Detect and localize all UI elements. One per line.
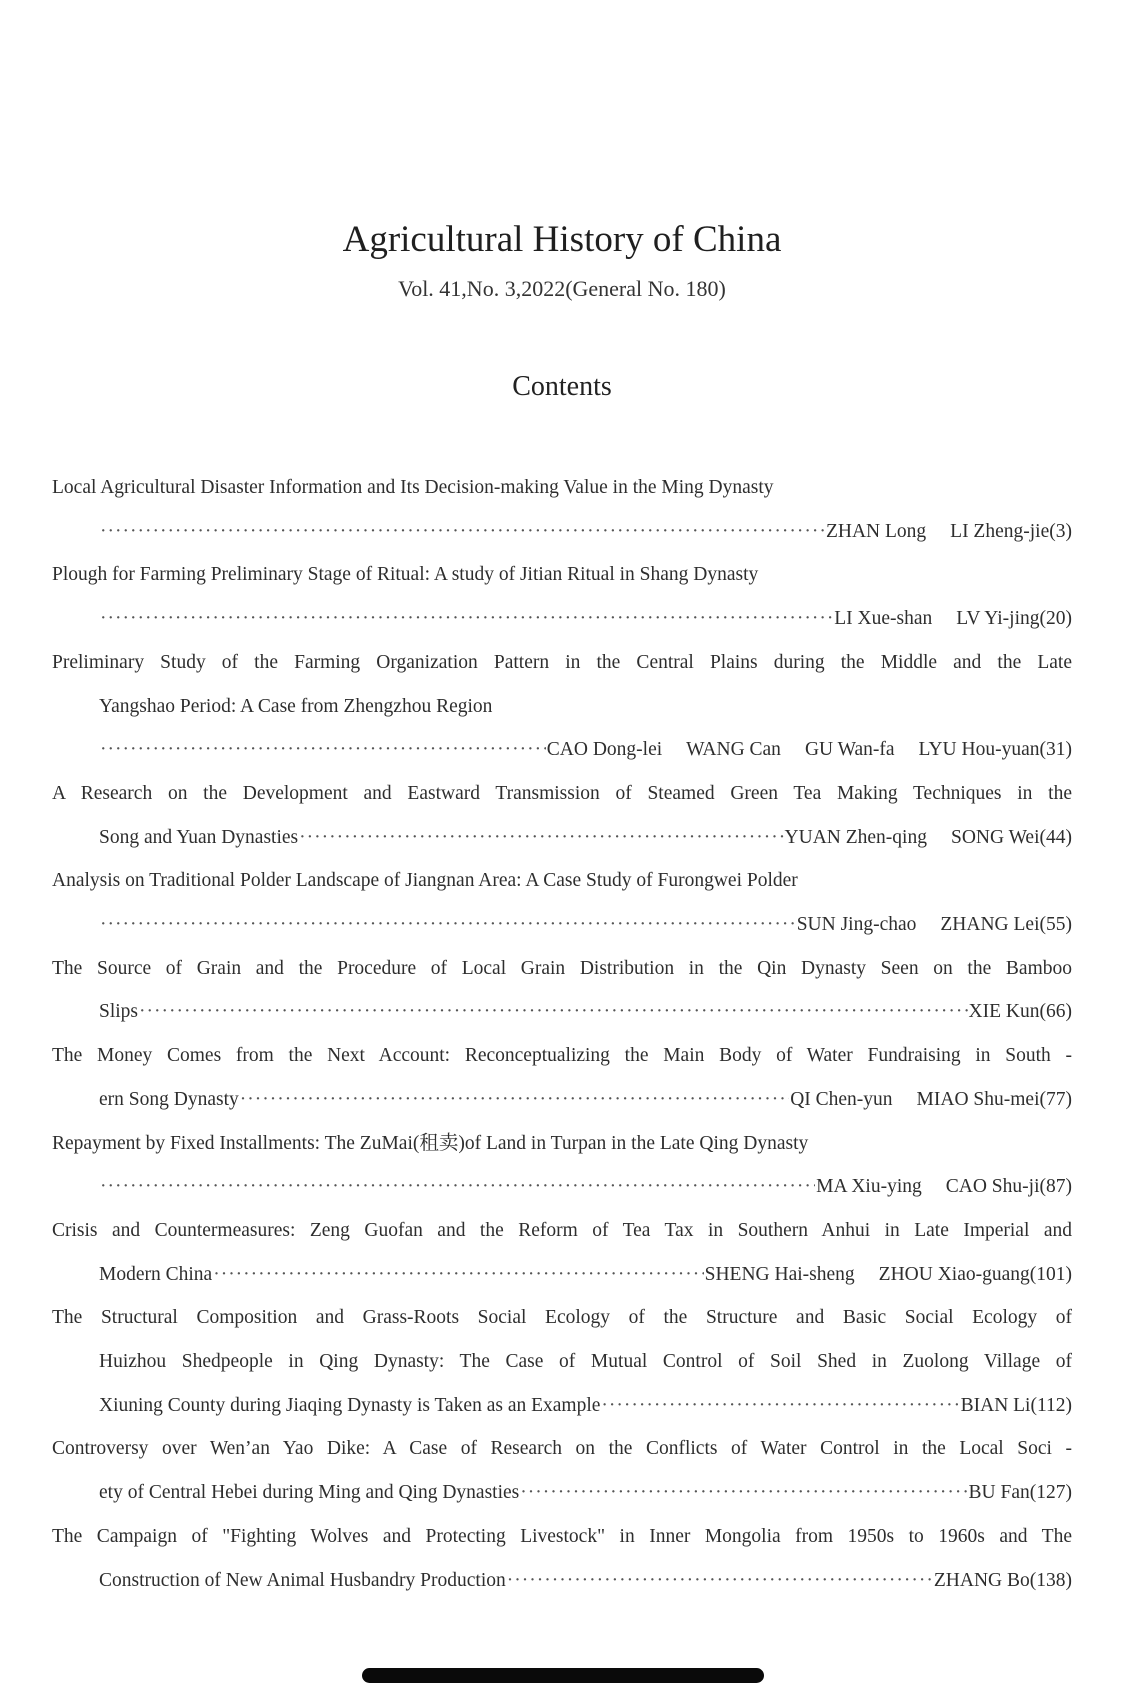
entry-page-number: (101) [1029, 1263, 1072, 1285]
entry-page-number: (31) [1039, 739, 1072, 761]
entry-page-number: (66) [1039, 1001, 1072, 1023]
entry-title-line: The Money Comes from the Next Account: Reconceptualizing the Main Body of Water Fundraising in South - [52, 1045, 1072, 1067]
author-name: ZHOU Xiao-guang [878, 1263, 1030, 1285]
entry-page-number: (138) [1029, 1569, 1072, 1591]
entry-title-tail: ern Song Dynasty [99, 1088, 239, 1110]
entry-author-line [52, 903, 1072, 947]
toc-entry[interactable] [52, 553, 1072, 640]
entry-title-line: Yangshao Period: A Case from Zhengzhou Region [99, 695, 493, 717]
author-name: SUN Jing-chao [796, 914, 917, 936]
entry-page-number: (127) [1029, 1482, 1072, 1504]
entry-authors [934, 1559, 1030, 1603]
home-indicator-bar[interactable] [362, 1668, 764, 1683]
entry-author-line [52, 1559, 1072, 1603]
entry-title-line: Controversy over Wen’an Yao Dike: A Case of Research on the Conflicts of Water Control in the Local Soci - [52, 1438, 1072, 1460]
entry-author-line [52, 1078, 1072, 1122]
author-name: SHENG Hai-sheng [704, 1263, 855, 1285]
dot-leader [139, 990, 968, 1034]
dot-leader [520, 1471, 967, 1515]
dot-leader [100, 728, 546, 772]
journal-title: Agricultural History of China [342, 219, 782, 260]
entry-page-number: (3) [1049, 520, 1072, 542]
entry-title-tail: Construction of New Animal Husbandry Production [99, 1569, 506, 1591]
entry-authors [834, 597, 1039, 641]
entry-author-line [52, 1253, 1072, 1297]
toc-entry[interactable] [52, 859, 1072, 946]
toc-entry[interactable] [52, 947, 1072, 1034]
dot-leader [100, 903, 796, 947]
dot-leader [100, 597, 833, 641]
toc-entry[interactable] [52, 772, 1072, 859]
entry-title-line: Analysis on Traditional Polder Landscape of Jiangnan Area: A Case Study of Furongwei Polder [52, 870, 798, 892]
toc-entry[interactable] [52, 466, 1072, 553]
author-name: BIAN Li [960, 1394, 1031, 1416]
toc-entry[interactable] [52, 1296, 1072, 1427]
entry-title-line: Plough for Farming Preliminary Stage of Ritual: A study of Jitian Ritual in Shang Dynasty [52, 564, 759, 586]
toc-entry[interactable] [52, 1034, 1072, 1121]
dot-leader [601, 1384, 959, 1428]
toc-entry[interactable] [52, 1209, 1072, 1296]
dot-leader [507, 1559, 933, 1603]
author-name: GU Wan-fa [804, 739, 895, 761]
dot-leader [213, 1253, 703, 1297]
dot-leader [299, 816, 783, 860]
entry-title-tail: Song and Yuan Dynasties [99, 826, 299, 848]
entry-authors [816, 1165, 1039, 1209]
entry-title-tail: Modern China [99, 1263, 213, 1285]
author-name: YUAN Zhen-qing [784, 826, 927, 848]
entry-author-line [52, 990, 1072, 1034]
author-name: SONG Wei [950, 826, 1040, 848]
author-name: MIAO Shu-mei [916, 1088, 1040, 1110]
entry-author-line [52, 816, 1072, 860]
entry-page-number: (112) [1030, 1394, 1072, 1416]
entry-authors [547, 728, 1040, 772]
entry-author-line [52, 728, 1072, 772]
entry-page-number: (87) [1039, 1176, 1072, 1198]
author-name: LI Xue-shan [834, 608, 933, 630]
author-name: BU Fan [968, 1482, 1030, 1504]
entry-author-line [52, 1384, 1072, 1428]
entry-page-number: (77) [1039, 1088, 1072, 1110]
entry-authors [961, 1384, 1031, 1428]
table-of-contents [52, 466, 1072, 1602]
entry-authors [705, 1253, 1030, 1297]
contents-heading: Contents [512, 371, 612, 402]
entry-author-line [52, 597, 1072, 641]
author-name: WANG Can [686, 739, 781, 761]
entry-authors [969, 1471, 1030, 1515]
entry-title-line: Repayment by Fixed Installments: The ZuMai(租卖)of Land in Turpan in the Late Qing Dynasty [52, 1132, 809, 1154]
entry-title-line: The Structural Composition and Grass-Roots Social Ecology of the Structure and Basic Social Ecology of [52, 1307, 1072, 1329]
author-name: XIE Kun [968, 1001, 1040, 1023]
entry-page-number: (44) [1039, 826, 1072, 848]
entry-title-tail: ety of Central Hebei during Ming and Qing Dynasties [99, 1482, 520, 1504]
entry-page-number: (55) [1039, 914, 1072, 936]
dot-leader [100, 1165, 815, 1209]
author-name: MA Xiu-ying [816, 1176, 922, 1198]
author-name: LI Zheng-jie [950, 520, 1050, 542]
entry-title-tail: Slips [99, 1001, 139, 1023]
dot-leader [240, 1078, 789, 1122]
entry-authors [969, 990, 1040, 1034]
author-name: CAO Shu-ji [945, 1176, 1040, 1198]
dot-leader [100, 510, 825, 554]
entry-authors [790, 1078, 1039, 1122]
author-name: QI Chen-yun [790, 1088, 893, 1110]
entry-authors [785, 816, 1040, 860]
toc-entry[interactable] [52, 641, 1072, 772]
journal-issue-line: Vol. 41,No. 3,2022(General No. 180) [398, 276, 726, 301]
entry-title-line: Huizhou Shedpeople in Qing Dynasty: The Case of Mutual Control of Soil Shed in Zuolong Village of [99, 1351, 1072, 1373]
entry-author-line [52, 1471, 1072, 1515]
author-name: LV Yi-jing [956, 608, 1040, 630]
entry-authors [826, 510, 1049, 554]
entry-title-line: Crisis and Countermeasures: Zeng Guofan and the Reform of Tea Tax in Southern Anhui in Late Imperial and [52, 1219, 1072, 1241]
author-name: LYU Hou-yuan [918, 739, 1040, 761]
entry-authors [797, 903, 1040, 947]
entry-title-line: Preliminary Study of the Farming Organization Pattern in the Central Plains during the Middle and the Late [52, 651, 1072, 673]
toc-entry[interactable] [52, 1427, 1072, 1514]
author-name: ZHANG Bo [933, 1569, 1030, 1591]
author-name: CAO Dong-lei [546, 739, 663, 761]
entry-title-line: Local Agricultural Disaster Information and Its Decision-making Value in the Ming Dynasty [52, 477, 774, 498]
toc-entry[interactable] [52, 1515, 1072, 1602]
author-name: ZHAN Long [825, 520, 927, 542]
author-name: ZHANG Lei [940, 914, 1040, 936]
toc-entry[interactable] [52, 1122, 1072, 1209]
entry-title-line: The Source of Grain and the Procedure of Local Grain Distribution in the Qin Dynasty Seen on the Bamboo [52, 957, 1072, 979]
entry-title-line: The Campaign of "Fighting Wolves and Protecting Livestock" in Inner Mongolia from 1950s to 1960s and The [52, 1525, 1072, 1547]
entry-author-line [52, 1165, 1072, 1209]
entry-title-tail: Xiuning County during Jiaqing Dynasty is Taken as an Example [99, 1394, 601, 1416]
entry-title-line: A Research on the Development and Eastward Transmission of Steamed Green Tea Making Techniques in the [52, 782, 1072, 804]
entry-page-number: (20) [1039, 608, 1072, 630]
entry-author-line [52, 510, 1072, 554]
